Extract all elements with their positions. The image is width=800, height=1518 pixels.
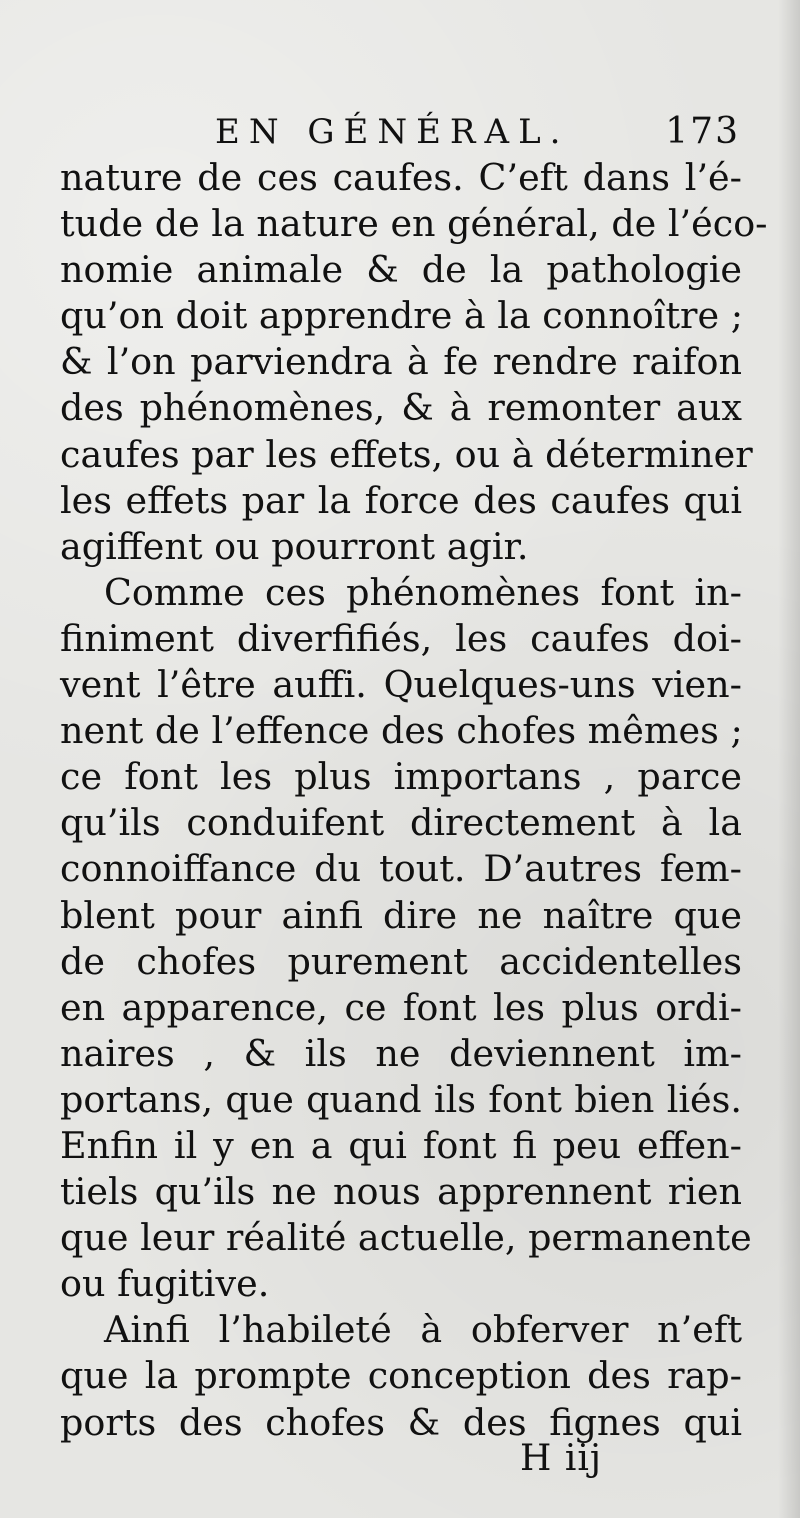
text-line: vent l’être auffi. Quelques-uns vien- xyxy=(60,663,742,707)
text-line: nent de l’effence des chofes mêmes ; xyxy=(60,709,743,753)
page-edge-shadow xyxy=(778,0,800,1518)
text-line: naires , & ils ne deviennent im- xyxy=(60,1031,742,1075)
page-number: 173 xyxy=(665,111,740,152)
text-line: & l’on parviendra à fe rendre raifon xyxy=(60,340,742,384)
text-line: blent pour ainfi dire ne naître que xyxy=(60,893,742,937)
text-line: de chofes purement accidentelles xyxy=(60,939,742,983)
paragraph-start-line: Comme ces phénomènes font in- xyxy=(104,570,742,614)
text-line: que leur réalité actuelle, permanente xyxy=(60,1216,752,1260)
text-line: portans, que quand ils font bien liés. xyxy=(60,1077,742,1121)
text-line: qu’ils conduifent directement à la xyxy=(60,801,742,845)
text-line: en apparence, ce font les plus ordi- xyxy=(60,985,742,1029)
text-line: que la prompte conception des rap- xyxy=(60,1354,742,1398)
running-head-title: EN GÉNÉRAL. xyxy=(215,112,570,152)
text-line: les effets par la force des caufes qui xyxy=(60,478,742,522)
paragraph-end-line: ou fugitive. xyxy=(60,1262,270,1306)
body-text xyxy=(60,155,768,1446)
text-line: tude de la nature en général, de l’éco- xyxy=(60,202,768,246)
text-line: tiels qu’ils ne nous apprennent rien xyxy=(60,1170,742,1214)
text-line: ce font les plus importans , parce xyxy=(60,755,742,799)
running-head xyxy=(60,110,740,160)
text-line: connoiffance du tout. D’autres fem- xyxy=(60,847,742,891)
text-line: Enfin il y en a qui font fi peu effen- xyxy=(60,1123,742,1167)
text-line: nomie animale & de la pathologie xyxy=(60,248,742,292)
text-line: finiment diverfifiés, les caufes doi- xyxy=(60,616,742,660)
paragraph-end-line: agiffent ou pourront agir. xyxy=(60,524,529,568)
text-line: des phénomènes, & à remonter aux xyxy=(60,386,742,430)
text-line: nature de ces caufes. C’eft dans l’é- xyxy=(60,156,742,199)
signature-mark: H iij xyxy=(520,1438,603,1479)
text-line: caufes par les effets, ou à déterminer xyxy=(60,432,753,476)
text-line: qu’on doit apprendre à la connoître ; xyxy=(60,294,744,338)
text-line: ports des chofes & des fignes qui xyxy=(60,1400,742,1444)
paragraph-start-line: Ainfi l’habileté à obferver n’eft xyxy=(104,1308,742,1352)
